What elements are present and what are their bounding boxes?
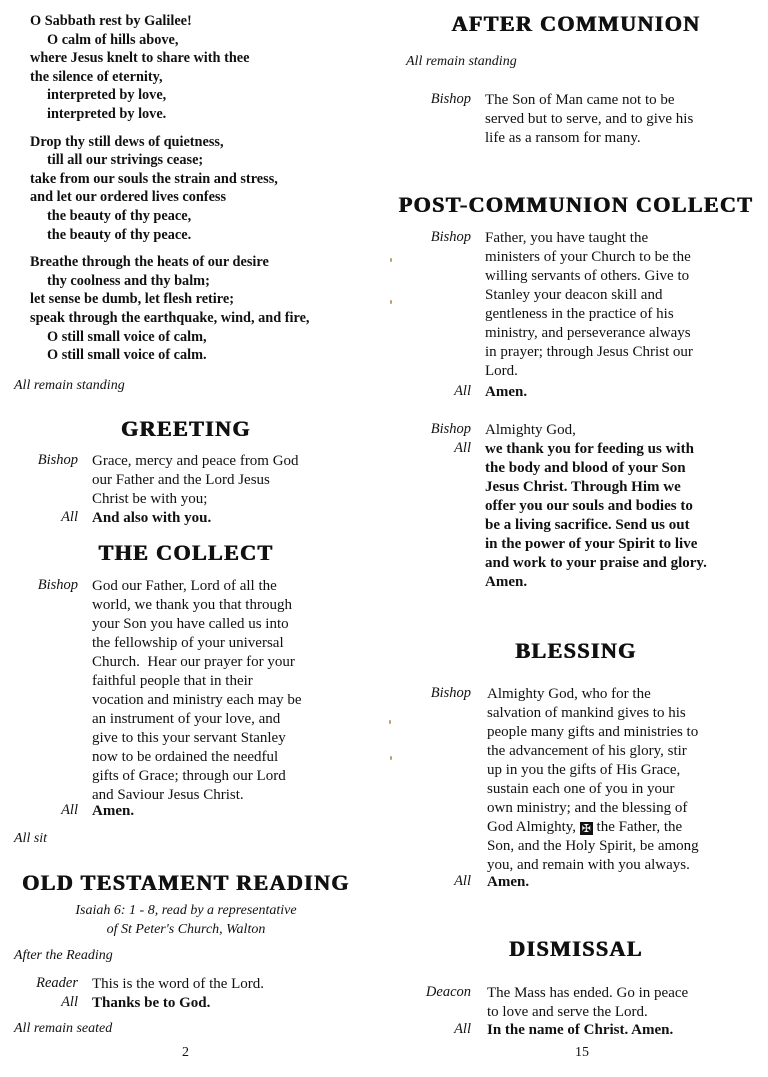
text-line: Jesus Christ. Through Him we — [485, 479, 681, 495]
text-line: Isaiah 6: 1 - 8, read by a representative — [75, 903, 297, 918]
hymn-line: O Sabbath rest by Galilee! — [30, 13, 192, 29]
hymn-line: Breathe through the heats of our desire — [30, 254, 269, 271]
hymn-line: where Jesus knelt to share with thee — [30, 50, 250, 67]
after-communion-text — [485, 91, 693, 148]
text-line: Amen. — [485, 574, 528, 590]
blessing-text — [487, 685, 699, 875]
reading-response: Thanks be to God. — [92, 995, 211, 1011]
hymn-verse-3 — [30, 253, 310, 365]
text-line: and Saviour Jesus Christ. — [92, 787, 244, 803]
text-line: Grace, mercy and peace from God — [92, 453, 299, 469]
hymn-line: take from our souls the strain and stress, — [30, 170, 278, 187]
text-line: your Son you have called us into — [92, 616, 289, 632]
hymn-line: O still small voice of calm. — [47, 347, 207, 364]
text-line: now to be ordained the needful — [92, 749, 279, 765]
speaker-bishop: Bishop — [430, 91, 471, 107]
paper-speck — [390, 258, 392, 262]
speaker-all: All — [454, 873, 471, 889]
text-line: people many gifts and ministries to — [487, 724, 699, 740]
hymn-verse-2 — [30, 133, 310, 245]
text-line: the advancement of his glory, stir — [487, 743, 687, 759]
text-line: gentleness in the practice of his — [485, 306, 674, 322]
rubric-seated: All remain seated — [14, 1021, 113, 1036]
hymn-line: O still small voice of calm, — [47, 328, 207, 345]
hymn-line: till all our strivings cease; — [47, 152, 204, 169]
rubric-sit: All sit — [14, 831, 48, 846]
text-line: ministers of your Church to be the — [485, 249, 691, 265]
post-communion-heading: POST-COMMUNION COLLECT — [398, 192, 754, 217]
reader-text: This is the word of the Lord. — [92, 976, 265, 992]
text-line: and work to your praise and glory. — [485, 555, 707, 571]
speaker-all: All — [454, 383, 471, 399]
greeting-response: And also with you. — [92, 510, 212, 526]
speaker-bishop: Bishop — [430, 685, 471, 701]
paper-speck — [389, 720, 391, 724]
hymn-line: interpreted by love. — [47, 105, 167, 122]
collect-heading: THE COLLECT — [98, 540, 274, 565]
rubric-standing: All remain standing — [406, 54, 517, 69]
hymn-line: speak through the earthquake, wind, and fire, — [30, 309, 310, 326]
text-line: gifts of Grace; through our Lord — [92, 768, 286, 784]
blessing-heading: BLESSING — [515, 638, 637, 663]
text-line: world, we thank you that through — [92, 597, 292, 613]
cross-icon: ✠ — [581, 822, 591, 835]
post-communion-text — [485, 229, 693, 381]
text-line: the body and blood of your Son — [485, 460, 686, 476]
text-line: Lord. — [485, 363, 518, 379]
text-line: served but to serve, and to give his — [485, 111, 694, 127]
hymn — [30, 12, 310, 365]
paper-speck — [390, 756, 392, 760]
dismissal-response: In the name of Christ. Amen. — [487, 1022, 674, 1038]
hymn-line: Drop thy still dews of quietness, — [30, 133, 224, 150]
page-number: 15 — [575, 1045, 589, 1060]
hymn-line: the beauty of thy peace. — [47, 226, 192, 243]
text-line: our Father and the Lord Jesus — [92, 472, 270, 488]
page-number: 2 — [182, 1045, 189, 1060]
text-line: God our Father, Lord of all the — [92, 578, 277, 594]
text-line: an instrument of your love, and — [92, 711, 281, 727]
dismissal-text — [487, 984, 688, 1022]
greeting-heading: GREETING — [121, 416, 251, 441]
hymn-line: O calm of hills above, — [47, 31, 179, 48]
text-line: Stanley your deacon skill and — [485, 287, 663, 303]
after-communion-heading: AFTER COMMUNION — [451, 11, 701, 36]
text-line: Father, you have taught the — [485, 230, 649, 246]
collect-amen: Amen. — [92, 803, 135, 819]
dismissal-heading: DISMISSAL — [509, 936, 643, 961]
text-line — [487, 818, 699, 837]
text-line: up in you the gifts of His Grace, — [487, 762, 681, 778]
paper-speck — [390, 300, 392, 304]
ot-reading-reference — [0, 901, 372, 939]
hymn-verse-1 — [30, 12, 310, 124]
text-line: in the power of your Spirit to live — [485, 536, 698, 552]
text-line: willing servants of others. Give to — [485, 268, 690, 284]
text-line: you, and remain with you always. — [487, 857, 690, 873]
text-line: Church. Hear our prayer for your — [92, 654, 295, 670]
text-line: of St Peter's Church, Walton — [106, 922, 266, 937]
text-line: offer you our souls and bodies to — [485, 498, 693, 514]
text-fragment: the Father, the — [596, 819, 683, 835]
hymn-line: and let our ordered lives confess — [30, 189, 227, 206]
text-line: to love and serve the Lord. — [487, 1004, 648, 1020]
collect-text — [92, 577, 302, 805]
speaker-bishop: Bishop — [37, 577, 78, 593]
speaker-reader: Reader — [36, 975, 78, 991]
hymn-line: interpreted by love, — [47, 87, 167, 104]
speaker-all: All — [454, 1021, 471, 1037]
text-line: we thank you for feeding us with — [485, 441, 694, 457]
speaker-all: All — [61, 802, 78, 818]
text-line: faithful people that in their — [92, 673, 253, 689]
text-line: salvation of mankind gives to his — [487, 705, 686, 721]
text-line: in prayer; through Jesus Christ our — [485, 344, 693, 360]
speaker-bishop: Bishop — [430, 421, 471, 437]
hymn-line: the silence of eternity, — [30, 68, 163, 85]
text-line: be a living sacrifice. Send us out — [485, 517, 690, 533]
speaker-deacon: Deacon — [425, 984, 471, 1000]
text-line: ministry, and perseverance always — [485, 325, 691, 341]
text-line: sustain each one of you in your — [487, 781, 675, 797]
speaker-bishop: Bishop — [430, 229, 471, 245]
speaker-bishop: Bishop — [37, 452, 78, 468]
hymn-line: let sense be dumb, let flesh retire; — [30, 291, 234, 308]
text-line: The Mass has ended. Go in peace — [487, 985, 689, 1001]
text-line: Son, and the Holy Spirit, be among — [487, 838, 699, 854]
rubric-after-reading: After the Reading — [14, 948, 113, 963]
thanks-bishop-text: Almighty God, — [485, 422, 576, 438]
hymn-line: thy coolness and thy balm; — [47, 272, 210, 289]
speaker-all: All — [454, 440, 471, 456]
speaker-all: All — [61, 509, 78, 525]
greeting-bishop-text — [92, 452, 299, 509]
text-line: Almighty God, who for the — [487, 686, 651, 702]
text-line: life as a ransom for many. — [485, 130, 641, 146]
text-line: Christ be with you; — [92, 491, 208, 507]
text-fragment: God Almighty, — [487, 819, 577, 835]
blessing-amen: Amen. — [487, 874, 530, 890]
text-line: the fellowship of your universal — [92, 635, 284, 651]
text-line: own ministry; and the blessing of — [487, 800, 688, 816]
text-line: vocation and ministry each may be — [92, 692, 302, 708]
thanks-response — [485, 440, 707, 592]
text-line: give to this your servant Stanley — [92, 730, 286, 746]
rubric-standing: All remain standing — [14, 378, 125, 393]
speaker-all: All — [61, 994, 78, 1010]
text-line: The Son of Man came not to be — [485, 92, 675, 108]
hymn-line: the beauty of thy peace, — [47, 207, 192, 224]
post-communion-amen: Amen. — [485, 384, 528, 400]
ot-reading-heading: OLD TESTAMENT READING — [22, 870, 350, 895]
